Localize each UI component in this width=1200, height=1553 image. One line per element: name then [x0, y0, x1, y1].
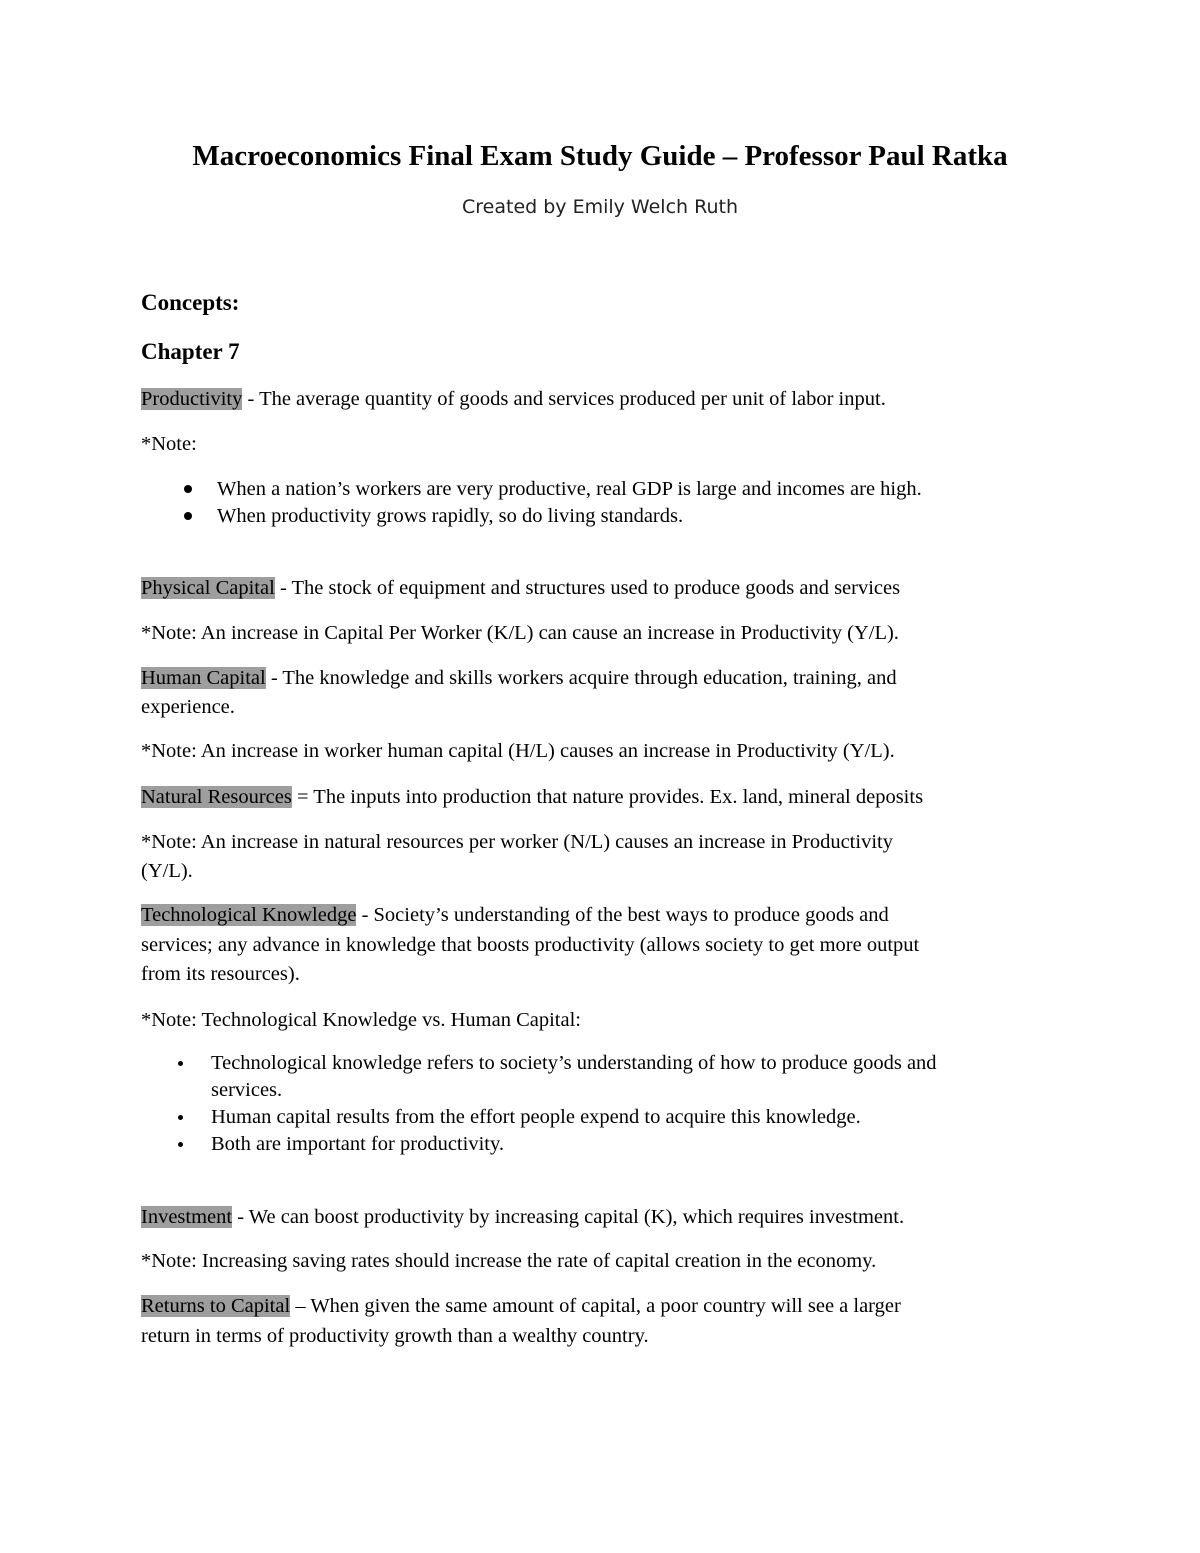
human-capital-term: Human Capital	[141, 667, 266, 689]
investment-definition	[141, 1203, 904, 1232]
human-capital-def-text: - The knowledge and skills workers acquire through education, training, and	[265, 667, 897, 689]
returns-to-capital-definition	[141, 1292, 901, 1321]
tech-knowledge-def-line-2: services; any advance in knowledge that boosts productivity (allows society to get more output	[141, 934, 920, 956]
bullet-dot	[178, 1142, 183, 1147]
natural-resources-def-text: = The inputs into production that nature provides. Ex. land, mineral deposits	[291, 786, 924, 808]
productivity-bullet-2: When productivity grows rapidly, so do living standards.	[217, 505, 684, 527]
productivity-term: Productivity	[141, 388, 243, 410]
tech-knowledge-note: *Note: Technological Knowledge vs. Human Capital:	[141, 1009, 581, 1031]
productivity-bullet-1: When a nation’s workers are very productive, real GDP is large and incomes are high.	[217, 478, 922, 500]
human-capital-note: *Note: An increase in worker human capital (H/L) causes an increase in Productivity (Y/L).	[141, 740, 895, 762]
chapter-heading: Chapter 7	[141, 339, 240, 364]
physical-capital-definition	[141, 574, 900, 603]
tech-bullet-2: Human capital results from the effort people expend to acquire this knowledge.	[211, 1106, 861, 1128]
tech-bullet-1-line-2: services.	[211, 1079, 283, 1101]
human-capital-def-line-2: experience.	[141, 696, 235, 718]
investment-term: Investment	[141, 1206, 233, 1228]
human-capital-definition	[141, 664, 897, 693]
investment-note: *Note: Increasing saving rates should increase the rate of capital creation in the economy.	[141, 1250, 877, 1272]
investment-def-text: - We can boost productivity by increasing capital (K), which requires investment.	[232, 1206, 905, 1228]
document-title: Macroeconomics Final Exam Study Guide – Professor Paul Ratka	[192, 140, 1008, 172]
productivity-def-text: - The average quantity of goods and services produced per unit of labor input.	[242, 388, 886, 410]
tech-bullet-3: Both are important for productivity.	[211, 1133, 505, 1155]
tech-knowledge-def-text: - Society’s understanding of the best ways to produce goods and	[356, 904, 889, 926]
bullet-dot	[178, 1061, 183, 1066]
tech-knowledge-definition	[141, 901, 889, 930]
natural-resources-definition	[141, 783, 923, 812]
productivity-note: *Note:	[141, 433, 197, 455]
productivity-definition	[141, 385, 886, 414]
bullet-dot	[184, 512, 192, 520]
tech-bullet-1-line-1: Technological knowledge refers to society’s understanding of how to produce goods and	[211, 1052, 937, 1074]
document-subtitle: Created by Emily Welch Ruth	[462, 196, 738, 218]
physical-capital-def-text: - The stock of equipment and structures used to produce goods and services	[274, 577, 901, 599]
returns-to-capital-term: Returns to Capital	[141, 1295, 291, 1317]
natural-resources-note-line-2: (Y/L).	[141, 860, 193, 882]
concepts-heading: Concepts:	[141, 290, 240, 315]
natural-resources-term: Natural Resources	[141, 786, 292, 808]
returns-to-capital-def-text: – When given the same amount of capital, a poor country will see a larger	[290, 1295, 901, 1317]
bullet-dot	[178, 1115, 183, 1120]
physical-capital-term: Physical Capital	[141, 577, 275, 599]
bullet-dot	[184, 485, 192, 493]
natural-resources-note-line-1: *Note: An increase in natural resources per worker (N/L) causes an increase in Productivity	[141, 831, 893, 853]
tech-knowledge-def-line-3: from its resources).	[141, 963, 300, 985]
physical-capital-note: *Note: An increase in Capital Per Worker (K/L) can cause an increase in Productivity (Y/L).	[141, 622, 899, 644]
tech-knowledge-term: Technological Knowledge	[141, 904, 357, 926]
returns-to-capital-def-line-2: return in terms of productivity growth than a wealthy country.	[141, 1325, 649, 1347]
